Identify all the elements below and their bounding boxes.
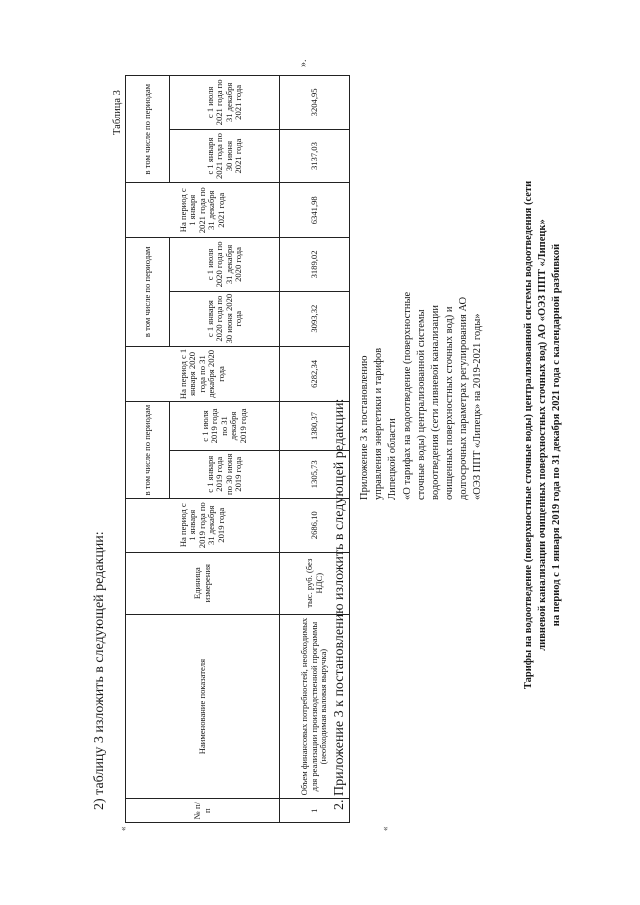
col-h2-2021: с 1 июля 2021 года по 31 декабря 2021 года (170, 76, 280, 130)
row-num: 1 (280, 799, 350, 823)
appendix-line: Приложение 3 к постановлению (359, 355, 370, 500)
col-subperiods-2019: в том числе по периодам (126, 402, 170, 499)
col-h2-2020: с 1 июля 2020 года по 31 декабря 2020 года (170, 238, 280, 292)
col-h1-2020: с 1 января 2020 года по 30 июня 2020 года (170, 291, 280, 346)
value-h2-2020: 3189,02 (280, 238, 350, 292)
appendix-line: «О тарифах на водоотведение (поверхностные (401, 291, 413, 500)
col-h1-2019: с 1 января 2019 года по 30 июня 2019 года (170, 450, 280, 498)
col-unit: Единица измерения (126, 552, 280, 614)
document-title (522, 55, 565, 815)
appendix-block (358, 180, 486, 500)
table-caption: Таблица 3 (112, 90, 123, 135)
appendix-line: очищенных поверхностных сточных вод) и (444, 306, 456, 500)
tariff-table (125, 75, 350, 823)
value-2020: 6282,34 (280, 346, 350, 402)
col-period-2019: На период с 1 января 2019 года по 31 декабря 2019 года (126, 498, 280, 552)
title-line: ливневой канализации очищенных поверхностных сточных вод) АО «ОЭЗ ППТ «Липецк» (537, 219, 549, 651)
col-h2-2019: с 1 июля 2019 года по 31 декабря 2019 года (170, 402, 280, 450)
row-name: Объем финансовых потребностей, необходимых для реализации производственной программы (необходимая валовая выручка) (280, 614, 350, 799)
appendix-line: управления энергетики и тарифов (373, 347, 385, 500)
title-line: на период с 1 января 2019 года по 31 декабря 2021 года с календарной разбивкой (551, 243, 563, 627)
col-name: Наименование показателя (126, 614, 280, 799)
value-2019: 2686,10 (280, 498, 350, 552)
col-num: № п/п (126, 799, 280, 823)
value-h2-2021: 3204,95 (280, 76, 350, 130)
value-h2-2019: 1380,37 (280, 402, 350, 450)
value-2021: 6341,98 (280, 183, 350, 238)
col-h1-2021: с 1 января 2021 года по 30 июня 2021 года (170, 129, 280, 183)
item-heading: 2) таблицу 3 изложить в следующей редакции: (92, 531, 107, 810)
col-period-2021: На период с 1 января 2021 года по 31 декабря 2021 года (126, 183, 280, 238)
quote-mark: « (380, 826, 390, 831)
section-2-heading: 2. Приложение 3 к постановлению изложить в следующей редакции: (332, 398, 347, 810)
col-subperiods-2021: в том числе по периодам (126, 76, 170, 183)
closing-mark: ». (298, 59, 309, 67)
appendix-line: водоотведения (сети ливневой канализации (429, 305, 441, 500)
col-subperiods-2020: в том числе по периодам (126, 238, 170, 346)
row-unit: тыс. руб. (без НДС) (280, 552, 350, 614)
value-h1-2021: 3137,03 (280, 129, 350, 183)
table-header-row (126, 76, 170, 823)
value-h1-2020: 3093,32 (280, 291, 350, 346)
quote-mark: « (118, 826, 128, 831)
title-line: Тарифы на водоотведение (поверхностные сточные воды) централизованной системы водоотведения (сети (523, 180, 534, 690)
col-period-2020: На период с 1 января 2020 года по 31 декабря 2020 года (126, 346, 280, 402)
appendix-line: сточные воды) централизованной системы (415, 309, 427, 500)
value-h1-2019: 1305,73 (280, 450, 350, 498)
appendix-line: долгосрочных параметрах регулирования АО (458, 296, 470, 500)
appendix-line: «ОЭЗ ППТ «Липецк» на 2019-2021 годы» (472, 313, 484, 500)
appendix-line: Липецкой области (387, 418, 399, 500)
